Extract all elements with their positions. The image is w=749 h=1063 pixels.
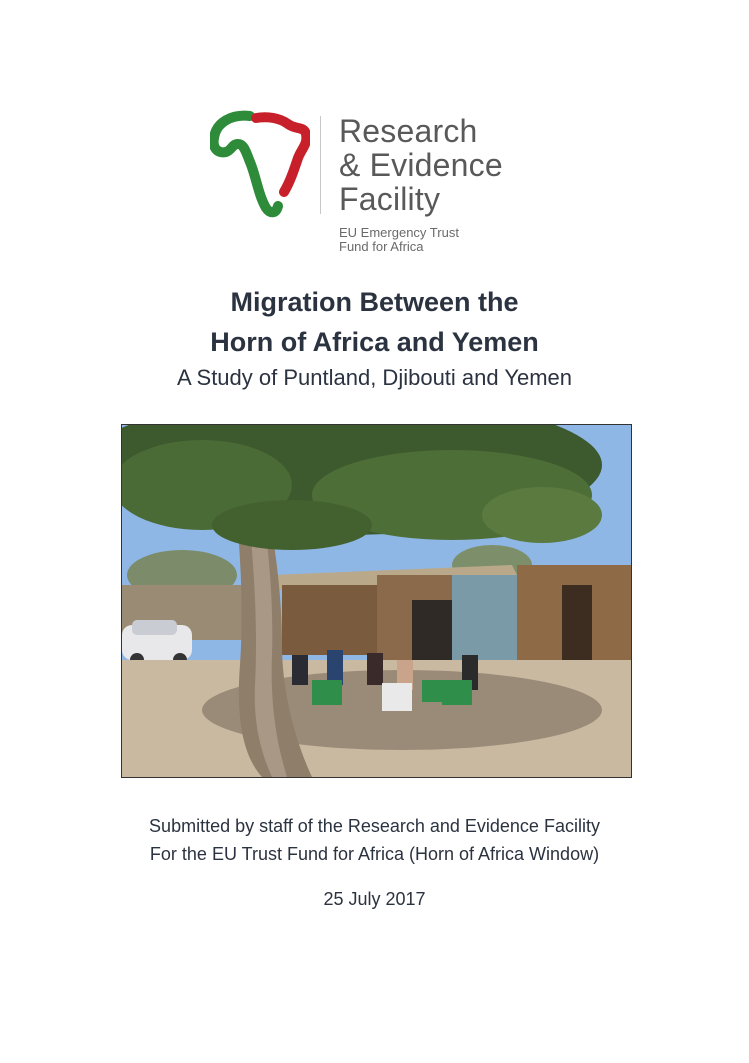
logo-line-facility: Facility (339, 181, 441, 217)
document-title-line2: Horn of Africa and Yemen (210, 327, 539, 357)
cover-photo-illustration (122, 425, 631, 777)
submitted-by-line2: For the EU Trust Fund for Africa (Horn of Africa Window) (149, 844, 600, 864)
logo-sub-eu-trust: EU Emergency Trust (339, 225, 459, 240)
ref-logo (210, 108, 540, 258)
publication-date: 25 July 2017 (323, 889, 426, 909)
logo-line-research: Research (339, 113, 478, 149)
logo-sub-fund: Fund for Africa (339, 239, 424, 254)
document-title-line1: Migration Between the (230, 287, 519, 317)
logo-divider (320, 116, 321, 214)
africa-outline-icon (210, 108, 310, 220)
document-subtitle: A Study of Puntland, Djibouti and Yemen (176, 365, 573, 390)
cover-photo (121, 424, 632, 778)
logo-wordmark (339, 114, 503, 254)
submitted-by-line1: Submitted by staff of the Research and Evidence Facility (149, 816, 600, 836)
logo-line-evidence: & Evidence (339, 147, 503, 183)
